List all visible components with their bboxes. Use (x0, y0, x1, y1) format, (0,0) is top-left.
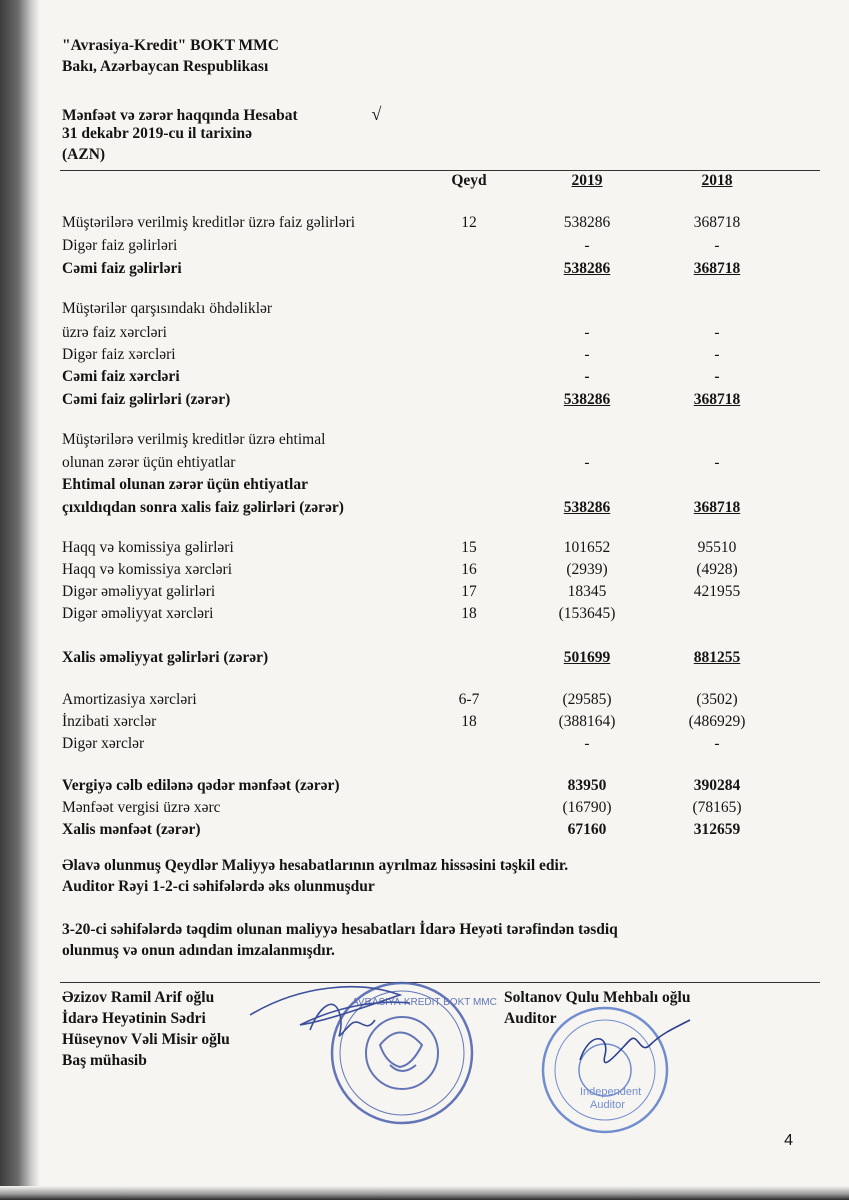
table-row (62, 235, 822, 257)
row-value-2018: - (714, 237, 720, 254)
row-note: 18 (461, 713, 477, 730)
row-label: Cəmi faiz gəlirləri (62, 260, 182, 277)
currency-label: (AZN) (62, 146, 106, 163)
table-row (62, 689, 822, 711)
auditor-title: Auditor (504, 1010, 557, 1027)
footnote-approval-2: olunmuş və onun adından imzalanmışdır. (62, 942, 335, 959)
check-mark: √ (371, 104, 382, 124)
row-label: Cəmi faiz gəlirləri (zərər) (62, 391, 231, 408)
row-value-2018: 368718 (693, 391, 741, 408)
report-date: 31 dekabr 2019-cu il tarixinə (62, 125, 253, 142)
row-value-2019: - (584, 368, 590, 385)
row-value-2018: - (714, 324, 720, 341)
row-note: 15 (461, 539, 477, 556)
row-value-2018: 368718 (693, 214, 741, 231)
row-value-2019: 538286 (563, 499, 611, 516)
row-value-2018: 368718 (693, 499, 741, 516)
row-value-2018: (486929) (688, 713, 746, 730)
footnote-approval-1: 3-20-ci səhifələrdə təqdim olunan maliyyə hesabatları İdarə Heyəti tərəfindən təsdiq (62, 921, 618, 938)
scan-bottom-edge (0, 1186, 849, 1200)
table-row (62, 537, 822, 559)
row-label: çıxıldıqdan sonra xalis faiz gəlirləri (zərər) (62, 499, 344, 516)
table-row (62, 603, 822, 625)
table-row (62, 711, 822, 733)
row-label: Digər xərclər (62, 735, 145, 752)
accountant-name: Hüseynov Vəli Misir oğlu (62, 1031, 230, 1048)
row-label: Haqq və komissiya gəlirləri (62, 539, 234, 556)
row-value-2019: - (584, 237, 590, 254)
row-label: İnzibati xərclər (62, 713, 157, 730)
row-label: Müştərilər qarşısındakı öhdəliklər (62, 300, 273, 317)
row-label: üzrə faiz xərcləri (62, 324, 167, 341)
row-label: Xalis əməliyyat gəlirləri (zərər) (62, 649, 269, 666)
row-value-2019: (388164) (558, 713, 616, 730)
row-value-2018: - (714, 735, 720, 752)
scan-left-edge (0, 0, 40, 1200)
row-label: Müştərilərə verilmiş kreditlər üzrə faiz gəlirləri (62, 214, 356, 231)
column-header-row (62, 170, 822, 192)
table-row (62, 797, 822, 819)
row-value-2018: 881255 (693, 649, 741, 666)
table-row (62, 497, 822, 519)
row-value-2019: (153645) (558, 605, 616, 622)
row-label: Ehtimal olunan zərər üçün ehtiyatlar (62, 476, 308, 493)
svg-text:Auditor: Auditor (590, 1099, 625, 1111)
row-value-2019: 101652 (563, 539, 611, 556)
row-note: 17 (461, 583, 477, 600)
table-row (62, 474, 822, 496)
row-label: Müştərilərə verilmiş kreditlər üzrə ehtimal (62, 431, 326, 448)
row-value-2019: 538286 (563, 214, 611, 231)
company-location: Bakı, Azərbaycan Respublikası (62, 58, 269, 75)
row-note: 18 (461, 605, 477, 622)
table-row (62, 298, 822, 320)
chairman-name: Əzizov Ramil Arif oğlu (62, 989, 215, 1006)
svg-text:Independent: Independent (580, 1086, 642, 1098)
row-value-2019: (29585) (562, 691, 612, 708)
page-number: 4 (784, 1132, 793, 1149)
row-label: Mənfəət vergisi üzrə xərc (62, 799, 221, 816)
table-row (62, 581, 822, 603)
row-value-2019: - (584, 346, 590, 363)
table-row (62, 819, 822, 841)
row-value-2019: 538286 (563, 391, 611, 408)
row-note: 6-7 (458, 691, 480, 708)
table-row (62, 429, 822, 451)
row-value-2019: (2939) (566, 561, 608, 578)
row-label: Vergiyə cəlb edilənə qədər mənfəət (zərər) (62, 777, 340, 794)
auditor-stamp (520, 1000, 720, 1140)
row-label: Digər faiz gəlirləri (62, 237, 178, 254)
svg-text:AVRASIYA-KREDIT BOKT MMC: AVRASIYA-KREDIT BOKT MMC (352, 997, 497, 1008)
row-label: Cəmi faiz xərcləri (62, 368, 180, 385)
row-value-2018: - (714, 346, 720, 363)
row-label: Amortizasiya xərcləri (62, 691, 197, 708)
table-row (62, 212, 822, 234)
col-2019-header: 2019 (571, 172, 603, 189)
row-value-2018: (78165) (692, 799, 742, 816)
row-value-2019: 501699 (563, 649, 611, 666)
row-value-2019: - (584, 454, 590, 471)
accountant-title: Baş mühasib (62, 1052, 147, 1069)
row-label: Digər əməliyyat xərcləri (62, 605, 214, 622)
row-value-2018: (3502) (696, 691, 738, 708)
row-label: Digər faiz xərcləri (62, 346, 176, 363)
table-row (62, 258, 822, 280)
table-row (62, 366, 822, 388)
report-title-text: Mənfəət və zərər haqqında Hesabat (62, 107, 298, 124)
footnote-auditor: Auditor Rəyi 1-2-ci səhifələrdə əks olunmuşdur (62, 878, 375, 895)
row-label: Haqq və komissiya xərcləri (62, 561, 233, 578)
row-value-2019: (16790) (562, 799, 612, 816)
row-value-2018: 312659 (693, 821, 741, 838)
row-note: 12 (461, 214, 477, 231)
row-value-2018: - (714, 368, 720, 385)
row-value-2019: 18345 (567, 583, 607, 600)
row-label: Digər əməliyyat gəlirləri (62, 583, 216, 600)
report-title (62, 104, 381, 126)
col-2018-header: 2018 (701, 172, 733, 189)
row-value-2019: - (584, 735, 590, 752)
table-row (62, 559, 822, 581)
table-row (62, 647, 822, 669)
table-row (62, 452, 822, 474)
row-value-2019: 67160 (567, 821, 607, 838)
footnote-notes: Əlavə olunmuş Qeydlər Maliyyə hesabatlarının ayrılmaz hissəsini təşkil edir. (62, 857, 569, 874)
row-value-2018: 95510 (697, 539, 737, 556)
auditor-name: Soltanov Qulu Mehbalı oğlu (504, 989, 691, 1006)
col-note-header: Qeyd (451, 172, 487, 189)
company-name: "Avrasiya-Kredit" BOKT MMC (62, 37, 279, 54)
row-value-2018: 390284 (693, 777, 741, 794)
row-value-2018: - (714, 454, 720, 471)
row-label: Xalis mənfəət (zərər) (62, 821, 201, 838)
company-stamp (240, 975, 500, 1135)
row-note: 16 (461, 561, 477, 578)
row-label: olunan zərər üçün ehtiyatlar (62, 454, 236, 471)
table-row (62, 389, 822, 411)
table-row (62, 322, 822, 344)
row-value-2018: 421955 (693, 583, 741, 600)
table-row (62, 344, 822, 366)
table-row (62, 733, 822, 755)
row-value-2019: - (584, 324, 590, 341)
row-value-2019: 83950 (567, 777, 607, 794)
row-value-2019: 538286 (563, 260, 611, 277)
row-value-2018: (4928) (696, 561, 738, 578)
table-row (62, 775, 822, 797)
row-value-2018: 368718 (693, 260, 741, 277)
chairman-title: İdarə Heyətinin Sədri (62, 1010, 206, 1027)
